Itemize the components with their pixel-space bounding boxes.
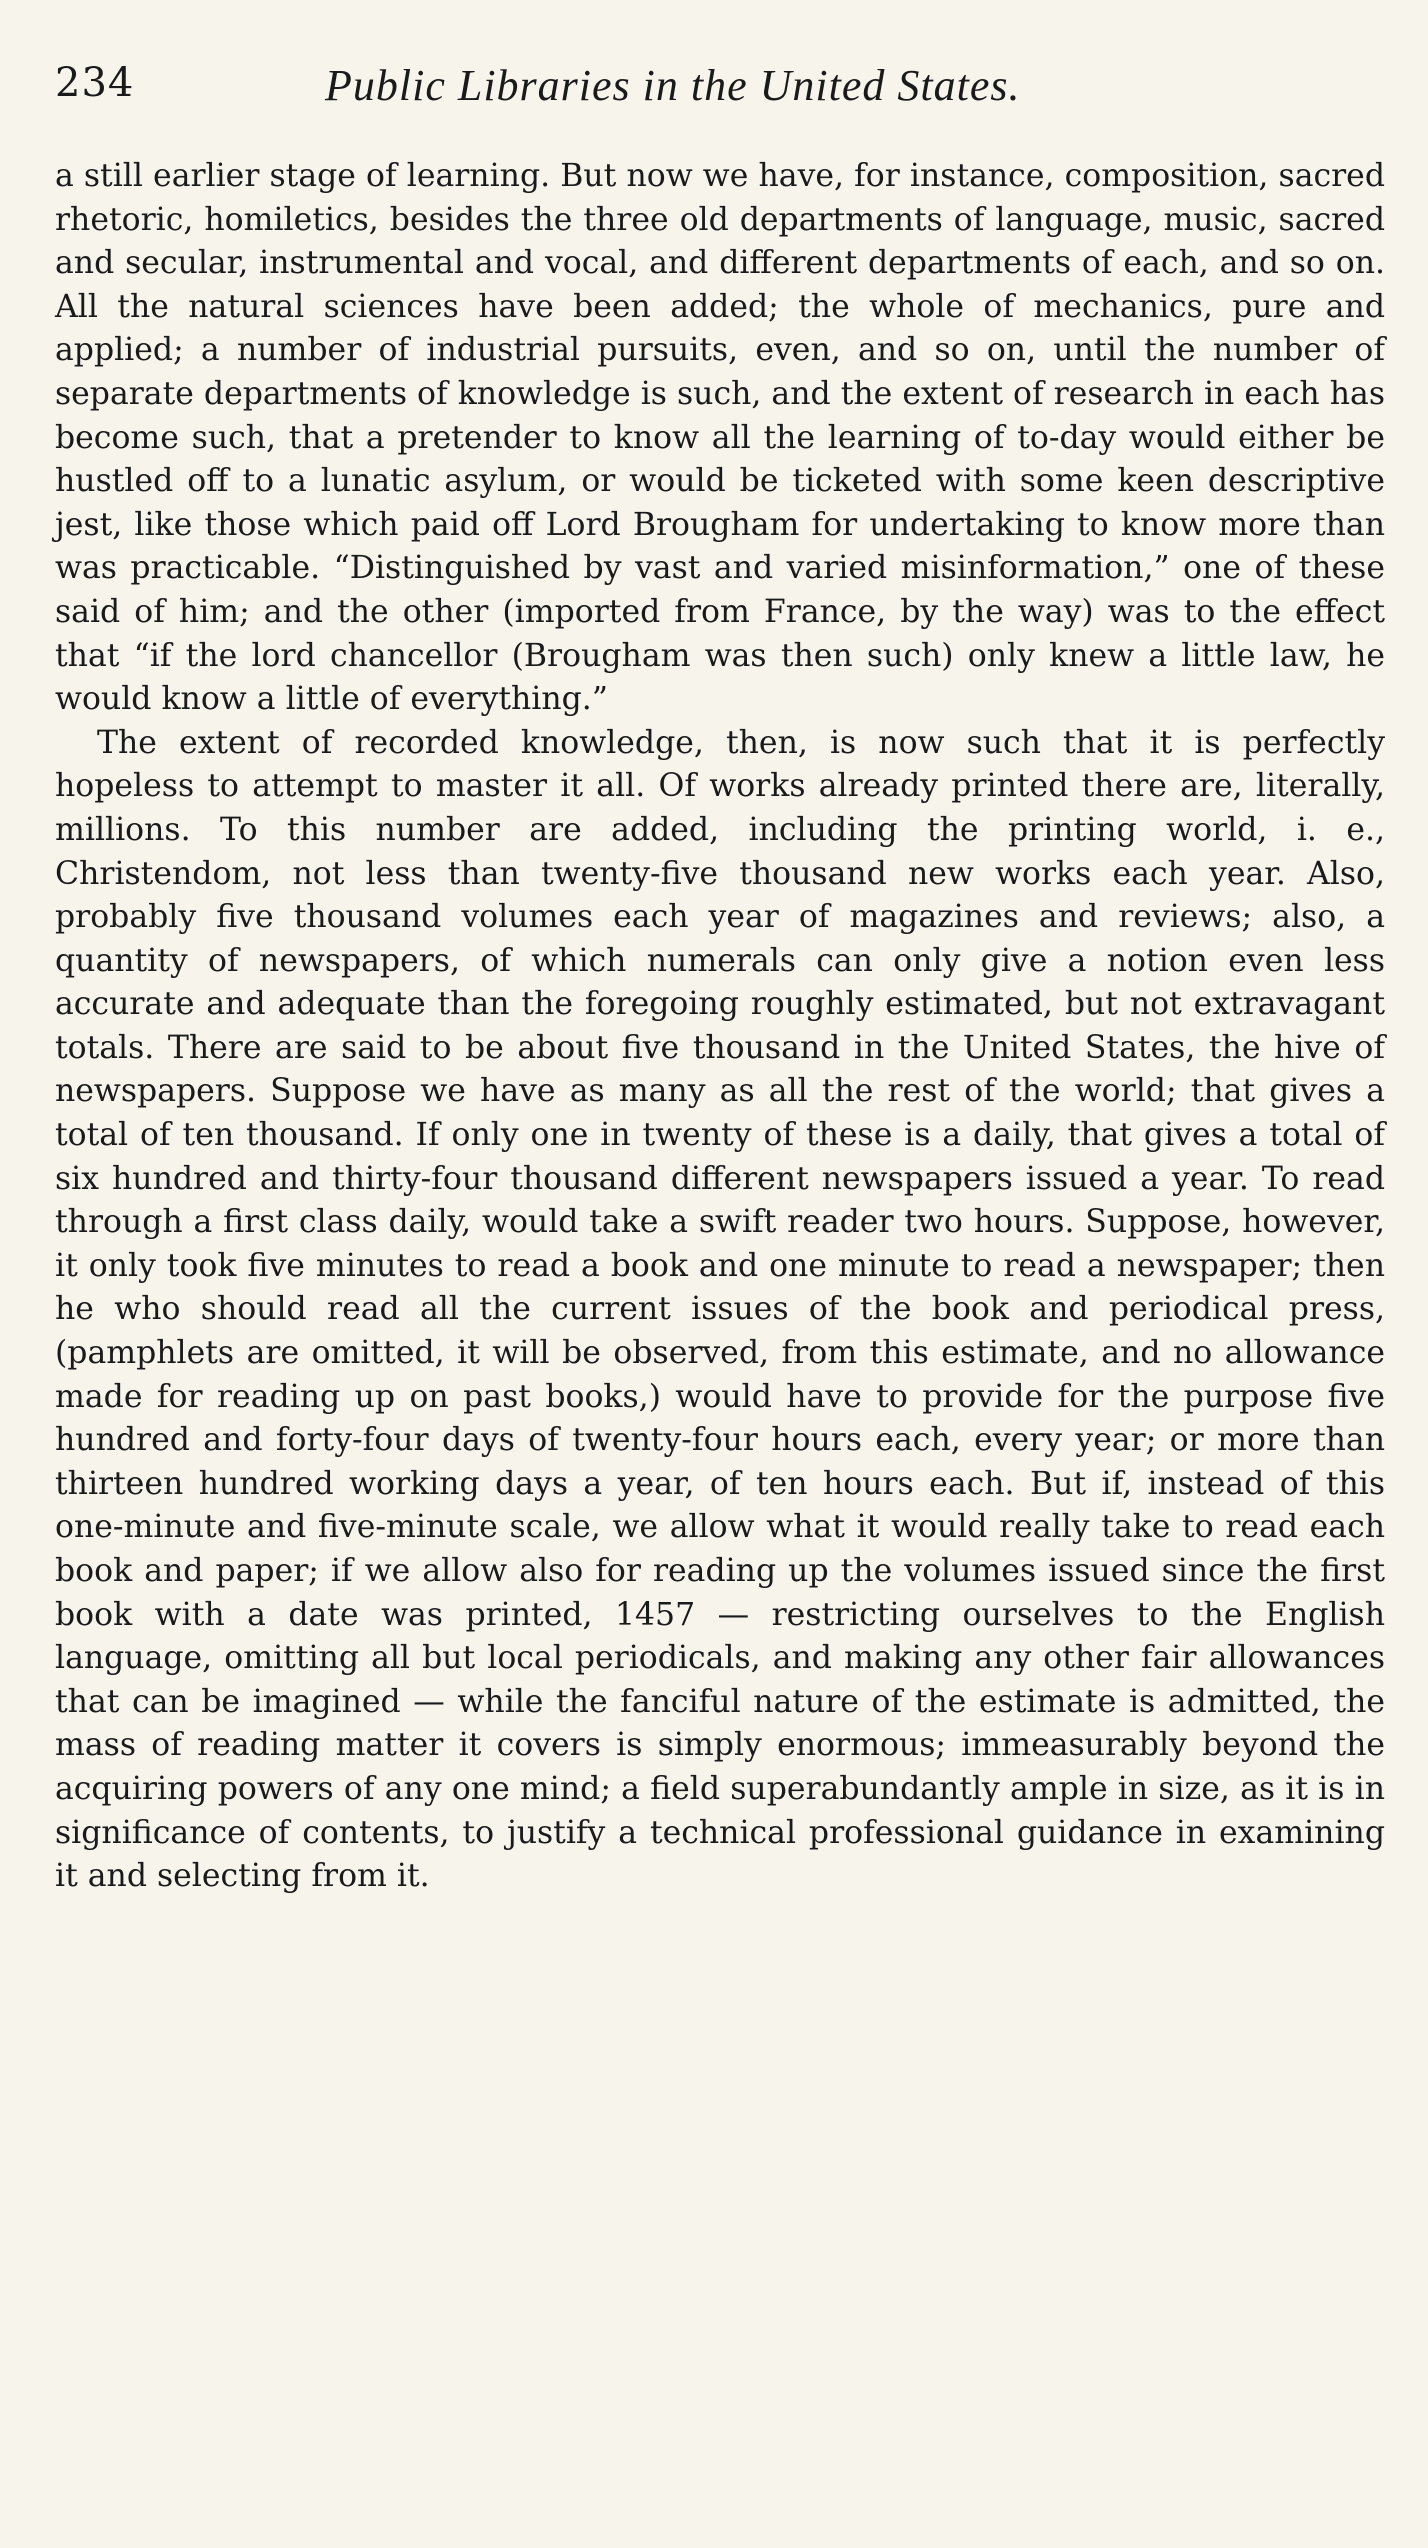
body-text [55,155,1385,1899]
book-page [55,60,1385,1899]
running-title: Public Libraries in the United States. [325,61,1021,110]
paragraph: The extent of recorded knowledge, then, is now such that it is perfectly hopeless to attempt to master it all. Of works already printed there are, literally, millions. To this number are added, including the printing world, i. e., Christendom, not less than twenty-five thousand new works each year. Also, probably five thousand volumes each year of magazines and reviews; also, a quantity of newspapers, of which numerals can only give a notion even less accurate and adequate than the foregoing roughly estimated, but not extravagant totals. There are said to be about five thousand in the United States, the hive of newspapers. Suppose we have as many as all the rest of the world; that gives a total of ten thousand. If only one in twenty of these is a daily, that gives a total of six hundred and thirty-four thousand different newspapers issued a year. To read through a first class daily, would take a swift reader two hours. Suppose, however, it only took five minutes to read a book and one minute to read a newspaper; then he who should read all the current issues of the book and periodical press, (pamphlets are omitted, it will be observed, from this estimate, and no allowance made for reading up on past books,) would have to provide for the purpose five hundred and forty-four days of twenty-four hours each, every year; or more than thirteen hundred working days a year, of ten hours each. But if, instead of this one-minute and five-minute scale, we allow what it would really take to read each book and paper; if we allow also for reading up the volumes issued since the first book with a date was printed, 1457 — restricting ourselves to the English language, omitting all but local periodicals, and making any other fair allowances that can be imagined — while the fanciful nature of the estimate is admitted, the mass of reading matter it covers is simply enormous; immeasurably beyond the acquiring powers of any one mind; a field superabundantly ample in size, as it is in significance of contents, to justify a technical professional guidance in examining it and selecting from it. [55,724,1385,1895]
page-header [55,60,1385,130]
page-number: 234 [55,60,135,106]
paragraph-continued: a still earlier stage of learning. But now we have, for instance, composition, sacred rhetoric, homiletics, besides the three old departments of language, music, sacred and secular, instrumental and vocal, and different departments of each, and so on. All the natural sciences have been added; the whole of mechanics, pure and applied; a number of industrial pursuits, even, and so on, until the number of separate departments of knowledge is such, and the extent of research in each has become such, that a pretender to know all the learning of to-day would either be hustled off to a lunatic asylum, or would be ticketed with some keen descriptive jest, like those which paid off Lord Brougham for undertaking to know more than was practicable. “Distinguished by vast and varied misinformation,” one of these said of him; and the other (imported from France, by the way) was to the effect that “if the lord chancellor (Brougham was then such) only knew a little law, he would know a little of everything.” [55,158,1385,718]
